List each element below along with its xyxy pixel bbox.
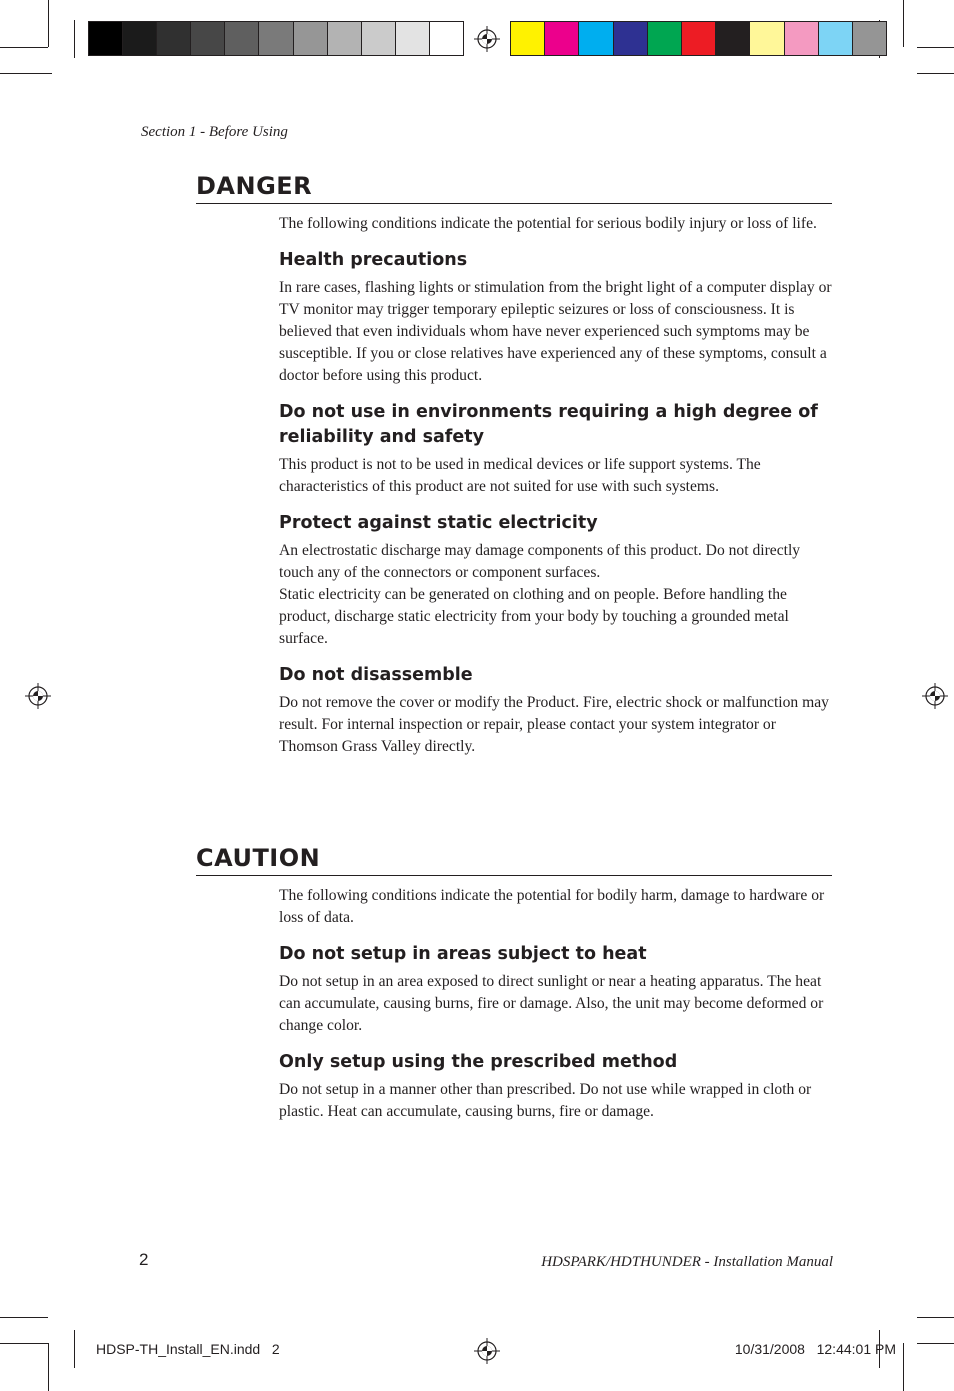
color-swatch: [750, 22, 784, 55]
color-swatch: [785, 22, 819, 55]
subsection-heading: Do not setup in areas subject to heat: [279, 944, 647, 964]
crop-mark: [903, 0, 904, 47]
crop-mark: [48, 0, 49, 47]
color-swatch: [294, 22, 328, 55]
caution-item-list: [279, 942, 832, 1123]
crop-mark: [903, 1343, 904, 1391]
subsection-heading: Health precautions: [279, 250, 468, 270]
color-swatch: [682, 22, 716, 55]
color-swatch: [259, 22, 293, 55]
crop-mark: [0, 1317, 48, 1318]
registration-mark-icon: [922, 683, 948, 709]
section-body: [279, 885, 832, 1123]
page-number: 2: [139, 1250, 149, 1269]
body-paragraph: Do not setup in a manner other than prescribed. Do not use while wrapped in cloth or plastic. Heat can accumulate, causing burns, fire or damage.: [279, 1081, 812, 1120]
color-swatch: [225, 22, 259, 55]
color-bar: [510, 21, 887, 56]
color-swatch: [396, 22, 430, 55]
color-swatch: [328, 22, 362, 55]
body-paragraph: This product is not to be used in medical devices or life support systems. The characteristics of this product are not suited for use with such systems.: [279, 456, 761, 495]
registration-mark-icon: [25, 683, 51, 709]
color-swatch: [123, 22, 157, 55]
body-paragraph: Do not setup in an area exposed to direct sunlight or near a heating apparatus. The heat can accumulate, causing burns, fire or damage. Also, the unit may become deformed or change color.: [279, 973, 824, 1034]
section-title: DANGER: [196, 172, 832, 204]
color-swatch: [545, 22, 579, 55]
caution-section: [196, 844, 832, 1123]
crop-mark: [917, 47, 954, 48]
subsection-heading: Do not disassemble: [279, 665, 473, 685]
section-title: CAUTION: [196, 844, 832, 876]
color-swatch: [511, 22, 545, 55]
crop-mark: [0, 47, 48, 48]
slug-filename: HDSP-TH_Install_EN.indd 2: [96, 1341, 280, 1357]
color-swatch: [579, 22, 613, 55]
subsection-heading: Only setup using the prescribed method: [279, 1052, 678, 1072]
body-paragraph: Static electricity can be generated on clothing and on people. Before handling the product, discharge static electricity from your body by touching a grounded metal surface.: [279, 586, 789, 647]
section-intro: The following conditions indicate the potential for bodily harm, damage to hardware or loss of data.: [279, 887, 825, 926]
danger-item-list: [279, 248, 832, 758]
crop-mark: [917, 73, 954, 74]
running-head: Section 1 - Before Using: [141, 124, 288, 140]
subsection-heading: Do not use in environments requiring a high degree of reliability and safety: [279, 402, 818, 447]
color-swatch: [648, 22, 682, 55]
body-paragraph: Do not remove the cover or modify the Product. Fire, electric shock or malfunction may result. For internal inspection or repair, please contact your system integrator or Thomson Grass Valley directly.: [279, 694, 829, 755]
color-swatch: [191, 22, 225, 55]
danger-section: [196, 172, 832, 758]
color-swatch: [614, 22, 648, 55]
slug-timestamp: 10/31/2008 12:44:01 PM: [734, 1341, 896, 1357]
grayscale-bar: [88, 21, 464, 56]
crop-mark: [917, 1317, 954, 1318]
crop-mark: [74, 1330, 75, 1368]
body-paragraph: In rare cases, flashing lights or stimulation from the bright light of a computer display or TV monitor may trigger temporary epileptic seizures or loss of consciousness. It is believed that even individuals whom have never experienced such symptoms may be susceptible. If you or close relatives have experienced any of these symptoms, consult a doctor before using this product.: [279, 279, 832, 384]
color-swatch: [89, 22, 123, 55]
color-swatch: [716, 22, 750, 55]
crop-mark: [74, 20, 75, 58]
color-swatch: [819, 22, 853, 55]
color-swatch: [430, 22, 463, 55]
registration-mark-icon: [474, 1338, 500, 1364]
crop-mark: [0, 73, 52, 74]
color-swatch: [157, 22, 191, 55]
section-body: [279, 213, 832, 758]
section-intro: The following conditions indicate the potential for serious bodily injury or loss of life.: [279, 215, 817, 232]
color-swatch: [362, 22, 396, 55]
manual-title: HDSPARK/HDTHUNDER - Installation Manual: [541, 1254, 833, 1270]
crop-mark: [917, 1343, 954, 1344]
subsection-heading: Protect against static electricity: [279, 513, 598, 533]
body-paragraph: An electrostatic discharge may damage components of this product. Do not directly touch any of the connectors or component surfaces.: [279, 542, 801, 581]
registration-mark-icon: [474, 26, 500, 52]
color-swatch: [853, 22, 886, 55]
crop-mark: [0, 1343, 48, 1344]
crop-mark: [48, 1343, 49, 1391]
